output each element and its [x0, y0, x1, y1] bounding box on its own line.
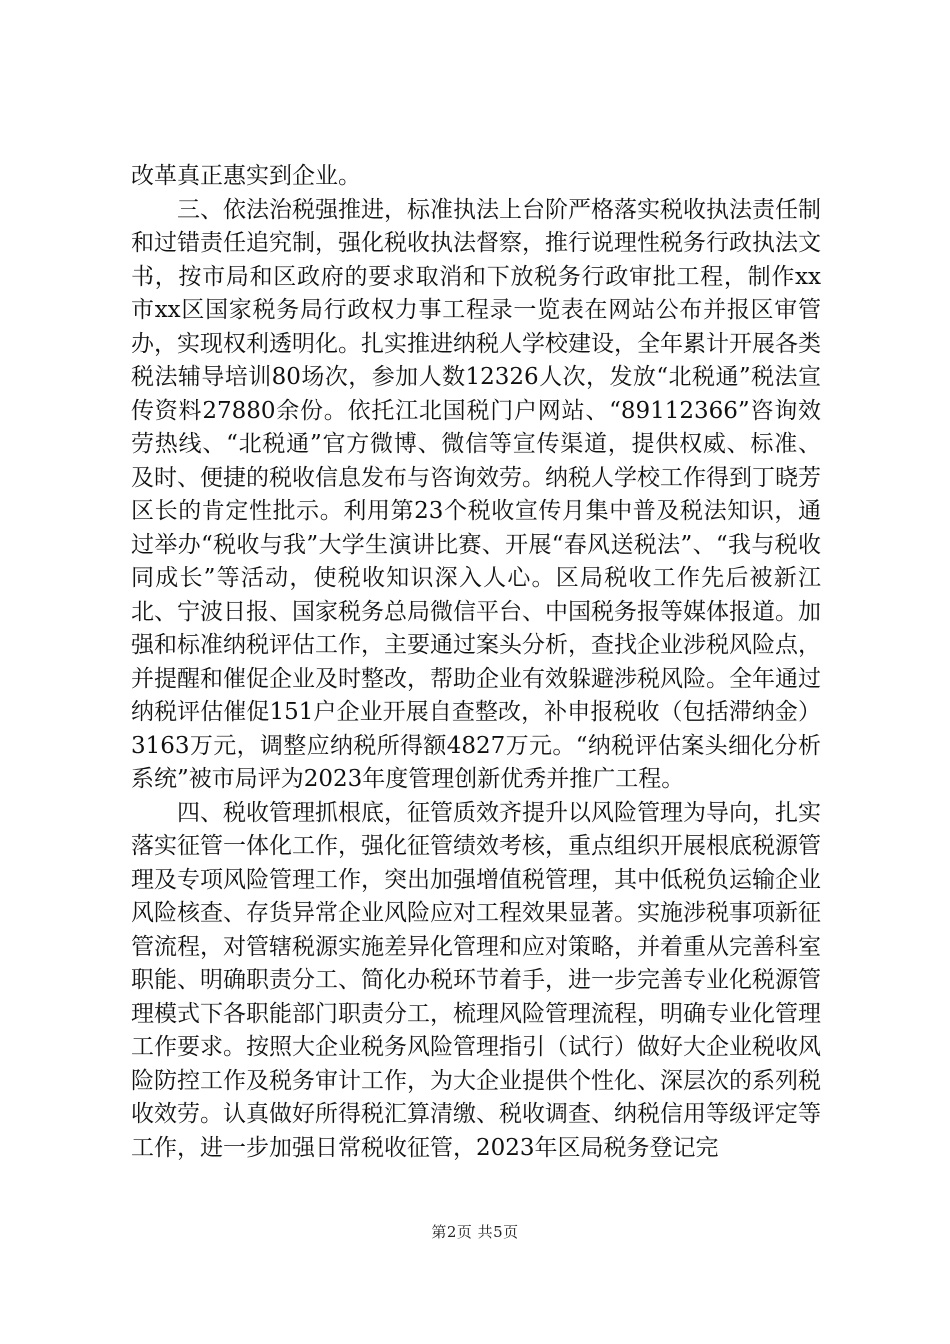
- page-number-footer: 第2页 共5页: [431, 1223, 519, 1241]
- paragraph-section-four: 四、税收管理抓根底，征管质效齐提升以风险管理为导向，扎实落实征管一体化工作，强化征管绩效考核，重点组织开展根底税源管理及专项风险管理工作，突出加强增值税管理，其中低税负运输企业风险核查、存货异常企业风险应对工程效果显著。实施涉税事项新征管流程，对管辖税源实施差异化管理和应对策略，并着重从完善科室职能、明确职责分工、简化办税环节着手，进一步完善专业化税源管理模式下各职能部门职责分工，梳理风险管理流程，明确专业化管理工作要求。按照大企业税务风险管理指引（试行）做好大企业税收风险防控工作及税务审计工作，为大企业提供个性化、深层次的系列税收效劳。认真做好所得税汇算清缴、税收调查、纳税信用等级评定等工作，进一步加强日常税收征管，2023年区局税务登记完: [131, 799, 821, 1161]
- paragraph-section-three: 三、依法治税强推进，标准执法上台阶严格落实税收执法责任制和过错责任追究制，强化税收执法督察，推行说理性税务行政执法文书，按市局和区政府的要求取消和下放税务行政审批工程，制作xx市xx区国家税务局行政权力事工程录一览表在网站公布并报区审管办，实现权利透明化。扎实推进纳税人学校建设，全年累计开展各类税法辅导培训80场次，参加人数12326人次，发放“北税通”税法宣传资料27880余份。依托江北国税门户网站、“89112366”咨询效劳热线、“北税通”官方微博、微信等宣传渠道，提供权威、标准、及时、便捷的税收信息发布与咨询效劳。纳税人学校工作得到丁晓芳区长的肯定性批示。利用第23个税收宣传月集中普及税法知识，通过举办“税收与我”大学生演讲比赛、开展“春风送税法”、“我与税收同成长”等活动，使税收知识深入人心。区局税收工作先后被新江北、宁波日报、国家税务总局微信平台、中国税务报等媒体报道。加强和标准纳税评估工作，主要通过案头分析，查找企业涉税风险点，并提醒和催促企业及时整改，帮助企业有效躲避涉税风险。全年通过纳税评估催促151户企业开展自查整改，补申报税收（包括滞纳金）3163万元，调整应纳税所得额4827万元。“纳税评估案头细化分析系统”被市局评为2023年度管理创新优秀并推广工程。: [131, 196, 821, 792]
- document-body: [131, 160, 821, 1165]
- paragraph-continuation: 改革真正惠实到企业。: [131, 163, 361, 189]
